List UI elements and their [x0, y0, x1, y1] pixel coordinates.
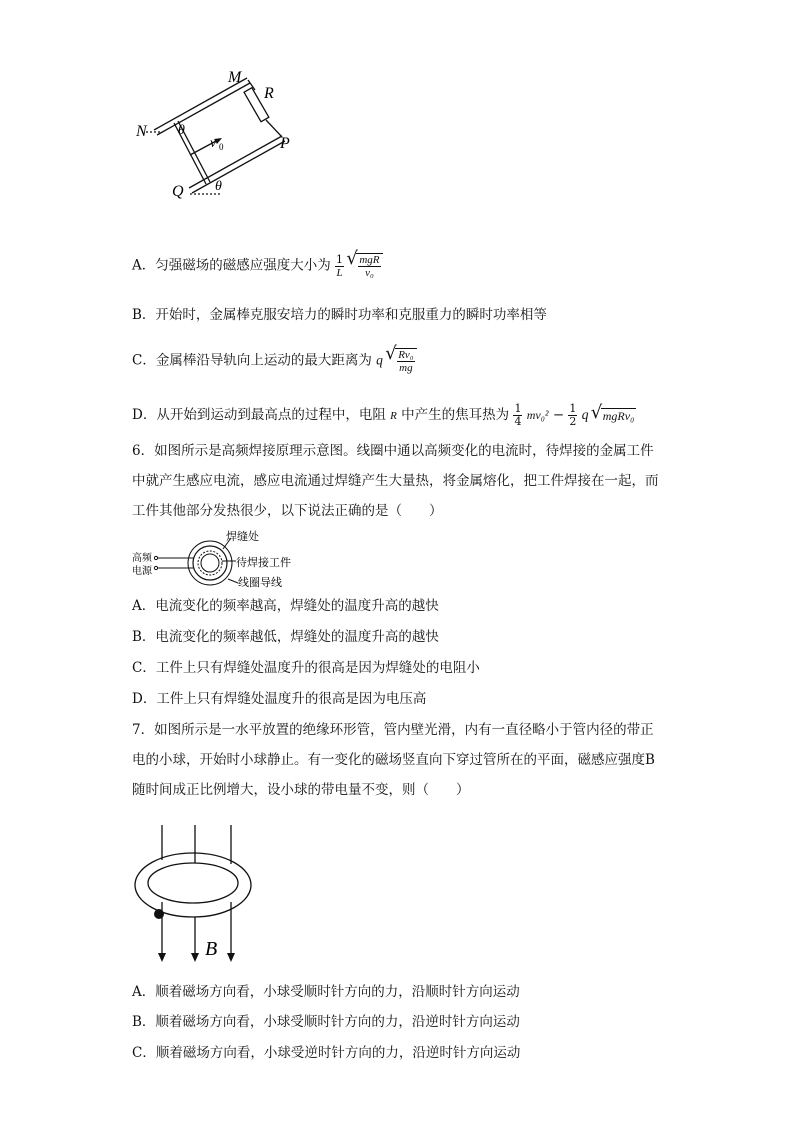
label-R: R	[264, 85, 274, 102]
label-theta-top: θ	[178, 123, 185, 138]
label-P: P	[280, 135, 290, 152]
option-5a-text: A．匀强磁场的磁感应强度大小为	[132, 257, 331, 274]
sqrt-mgR-v0	[348, 253, 382, 279]
sqrt-Rv0-mg	[387, 348, 416, 374]
frac-num: 1	[514, 402, 522, 415]
frac-num: 1	[569, 402, 577, 415]
symbol-R: R	[390, 410, 397, 422]
minus-sign: −	[552, 407, 565, 423]
option-6d: D．工件上只有焊缝处温度升的很高是因为电压高	[132, 691, 427, 707]
label-workpiece: 待焊接工件	[236, 557, 291, 569]
rail-figure	[130, 60, 310, 205]
label-Q: Q	[172, 183, 184, 200]
option-5b: B．开始时，金属棒克服安培力的瞬时功率和克服重力的瞬时功率相等	[132, 307, 547, 323]
option-6a: A．电流变化的频率越高，焊缝处的温度升高的越快	[132, 598, 439, 614]
frac-den: 4	[514, 415, 522, 428]
option-5c-text: C．金属棒沿导轨向上运动的最大距离为	[132, 352, 372, 369]
sqrt-num: √ Rv₀	[398, 349, 414, 361]
welding-figure	[128, 528, 308, 592]
symbol-q: q	[376, 352, 383, 368]
sqrt-num: √ mgR	[359, 254, 380, 266]
option-5d	[132, 403, 636, 428]
sqrt-den: v₀	[365, 267, 374, 279]
label-N: N	[136, 123, 147, 140]
ring-tube-figure	[128, 820, 263, 970]
option-6b: B．电流变化的频率越低，焊缝处的温度升高的越快	[132, 629, 439, 645]
term-mv0sq: mv₀²	[526, 408, 549, 422]
label-coil: 线圈导线	[238, 577, 282, 589]
label-theta-bottom: θ	[215, 179, 222, 194]
label-B: B	[205, 938, 218, 960]
frac-den: 2	[569, 415, 577, 428]
option-5c	[132, 348, 417, 374]
sqrt-den: mg	[399, 362, 413, 374]
option-5d-text: D．从开始到运动到最高点的过程中，电阻	[132, 407, 386, 423]
option-6c: C．工件上只有焊缝处温度升的很高是因为焊缝处的电阻小	[132, 660, 480, 676]
question-6-stem: 6．如图所示是高频焊接原理示意图。线圈中通以高频变化的电流时，待焊接的金属工件中就产生感应电流，感应电流通过焊缝产生大量热，将金属熔化，把工件焊接在一起，而工件其他部分发热很少，以下说法正确的是（ ）	[132, 443, 659, 519]
question-7-stem: 7．如图所示是一水平放置的绝缘环形管，管内壁光滑，内有一直径略小于管内径的带正电的小球，开始时小球静止。有一变化的磁场竖直向下穿过管所在的平面，磁感应强度B随时间成正比例增大，设小球的带电量不变，则（ ）	[132, 722, 655, 798]
option-7a: A．顺着磁场方向看，小球受顺时针方向的力，沿顺时针方向运动	[132, 984, 520, 1000]
frac-num: 1	[336, 252, 344, 266]
label-source-2: 电源	[132, 566, 152, 577]
sqrt-content: mgRv₀	[602, 408, 635, 423]
label-source-1: 高频	[132, 553, 152, 564]
symbol-q: q	[581, 407, 589, 422]
label-M: M	[228, 69, 242, 86]
label-velocity: v	[210, 136, 217, 151]
label-seam: 焊缝处	[226, 531, 259, 543]
option-5a	[132, 253, 383, 279]
frac-1-over-L	[335, 254, 344, 279]
sqrt-mgRv0	[593, 407, 637, 425]
frac-1-over-4	[513, 403, 522, 428]
option-7c: C．顺着磁场方向看，小球受逆时针方向的力，沿逆时针方向运动	[132, 1045, 521, 1061]
frac-den: L	[336, 266, 343, 279]
frac-1-over-2	[568, 403, 577, 428]
option-5d-mid: 中产生的焦耳热为	[401, 407, 510, 423]
option-7b: B．顺着磁场方向看，小球受顺时针方向的力，沿逆时针方向运动	[132, 1014, 520, 1030]
label-velocity-sub: 0	[219, 142, 224, 152]
